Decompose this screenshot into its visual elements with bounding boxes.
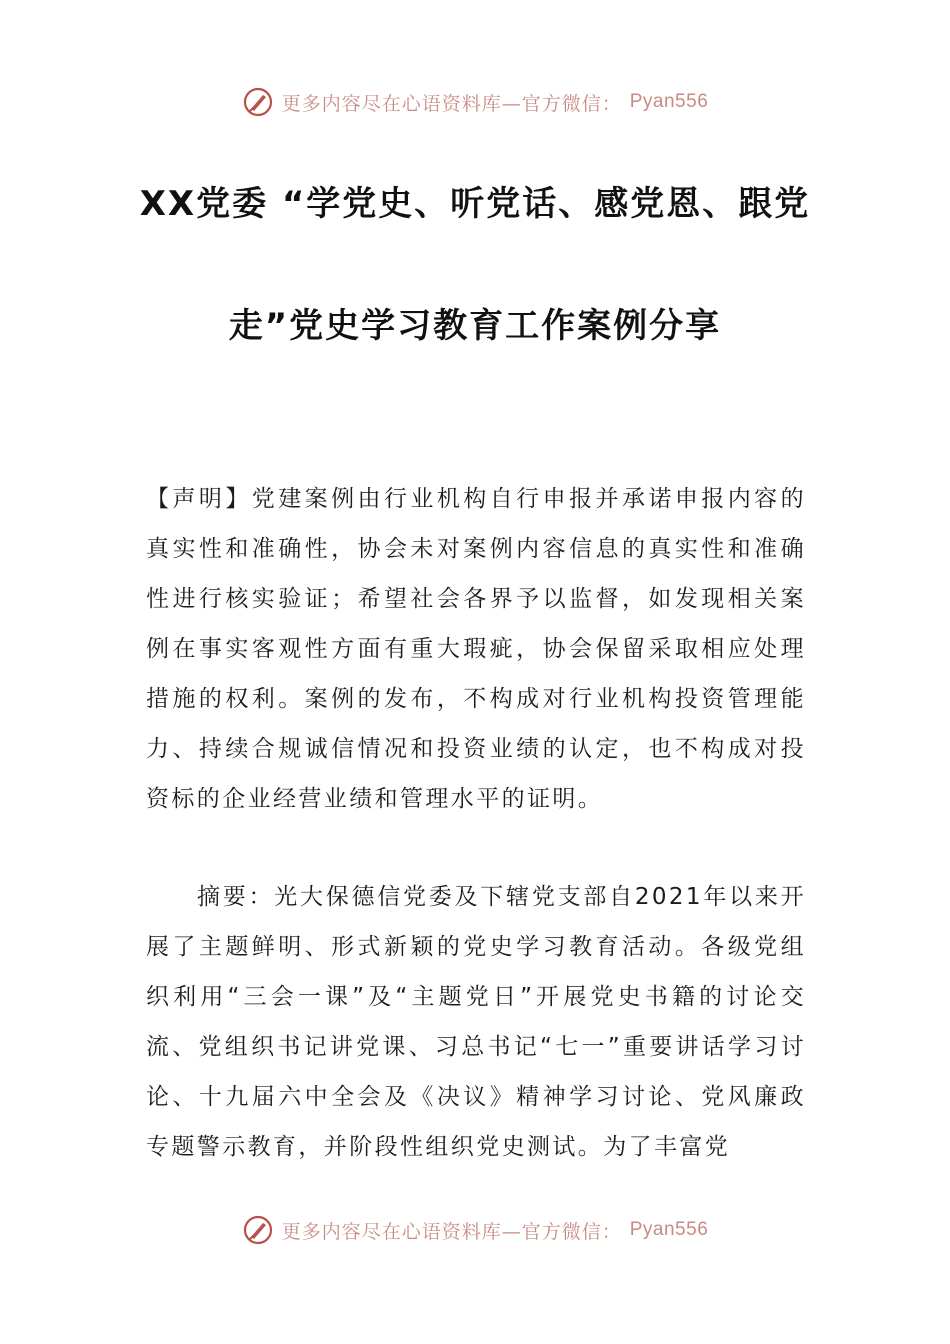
quill-logo-icon [242, 1214, 274, 1246]
header-watermark [0, 82, 950, 122]
watermark-text: 更多内容尽在心语资料库—官方微信： [281, 1220, 622, 1243]
document-title-line-2: 走”党史学习教育工作案例分享 [228, 306, 722, 346]
watermark-text: 更多内容尽在心语资料库—官方微信： [281, 92, 622, 115]
declaration-paragraph: 【声明】党建案例由行业机构自行申报并承诺申报内容的真实性和准确性，协会未对案例内容信息的真实性和准确性进行核实验证；希望社会各界予以监督，如发现相关案例在事实客观性方面有重大瑕疵，协会保留采取相应处理措施的权利。案例的发布，不构成对行业机构投资管理能力、持续合规诚信情况和投资业绩的认定，也不构成对投资标的企业经营业绩和管理水平的证明。 [146, 486, 806, 812]
abstract-paragraph: 摘要：光大保德信党委及下辖党支部自2021年以来开展了主题鲜明、形式新颖的党史学习教育活动。各级党组织利用“三会一课”及“主题党日”开展党史书籍的讨论交流、党组织书记讲党课、习总书记“七一”重要讲话学习讨论、十九届六中全会及《决议》精神学习讨论、党风廉政专题警示教育，并阶段性组织党史测试。为了丰富党 [146, 884, 806, 1160]
watermark-wechat-id: Pyan556 [629, 91, 709, 112]
quill-logo-icon [242, 86, 274, 118]
footer-watermark [0, 1210, 950, 1250]
watermark-wechat-id: Pyan556 [629, 1219, 709, 1240]
document-title-line-1: XX党委 “学党史、听党话、感党恩、跟党 [139, 184, 811, 224]
